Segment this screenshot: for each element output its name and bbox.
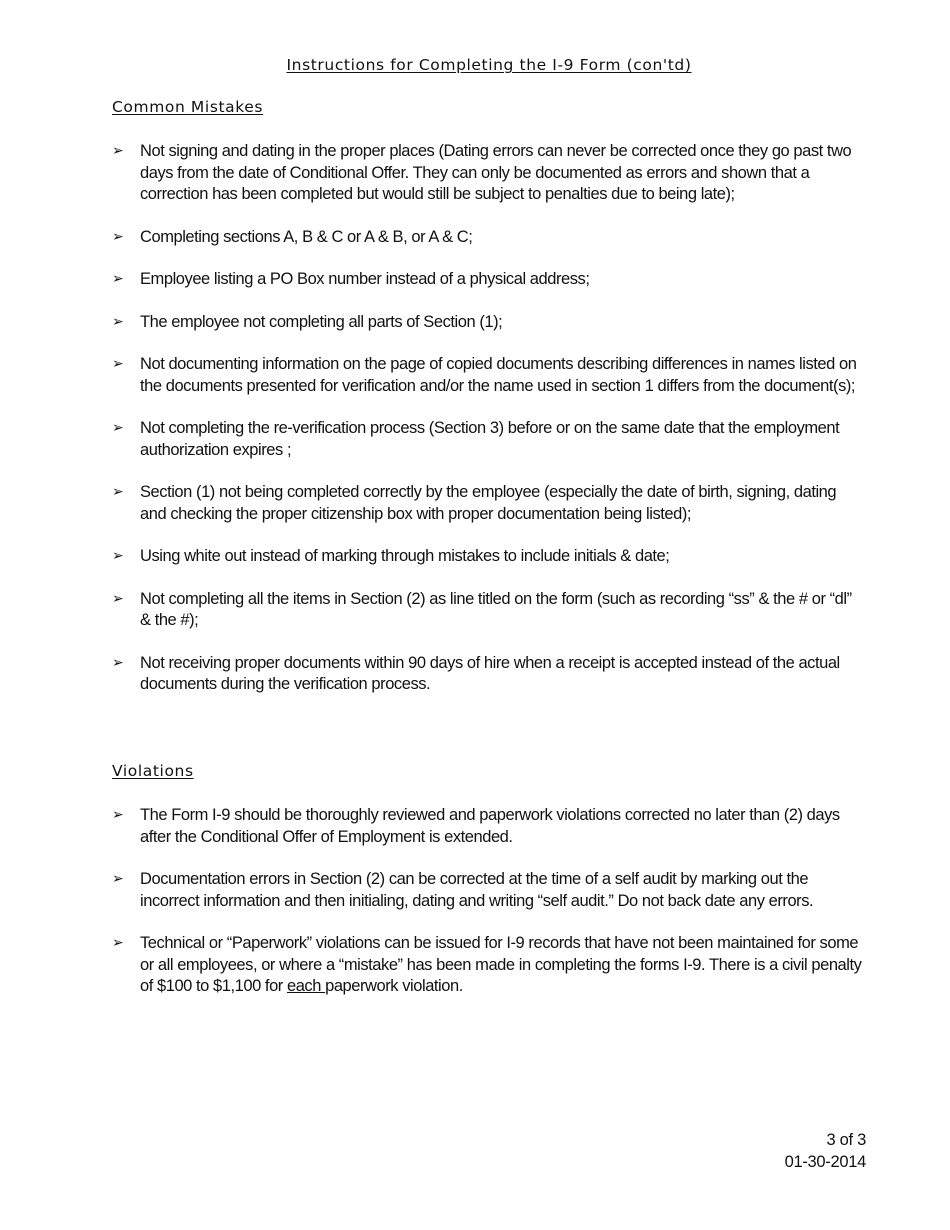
list-item: ➢ Documentation errors in Section (2) can be corrected at the time of a self audit by marking out the incorrect information and then initialing, dating and writing “self audit.” Do not back date any errors. [112, 870, 814, 910]
emphasis-each: each [286, 977, 326, 995]
arrow-bullet-icon: ➢ [112, 590, 124, 607]
section-heading-violations: Violations [112, 762, 194, 780]
arrow-bullet-icon: ➢ [112, 143, 124, 159]
page-title: Instructions for Completing the I-9 Form (con'td) [286, 56, 692, 74]
arrow-bullet-icon: ➢ [112, 271, 124, 287]
page-footer [785, 1130, 866, 1173]
list-item: ➢ The Form I-9 should be thoroughly reviewed and paperwork violations corrected no later than (2) days after the Conditional Offer of Employment is extended. [112, 806, 840, 846]
section-heading-common-mistakes: Common Mistakes [112, 98, 264, 116]
arrow-bullet-icon: ➢ [112, 548, 124, 564]
list-item: ➢ Using white out instead of marking through mistakes to include initials & date; [112, 546, 862, 568]
list-item: ➢ Completing sections A, B & C or A & B, or A & C; [112, 227, 862, 249]
list-item: ➢ The employee not completing all parts of Section (1); [112, 312, 862, 334]
list-item: ➢ Not completing all the items in Section (2) as line titled on the form (such as recording “ss” & the # or “dl” & the #); [112, 589, 852, 629]
arrow-bullet-icon: ➢ [112, 807, 124, 823]
common-mistakes-list [112, 141, 862, 717]
list-item: ➢ Employee listing a PO Box number instead of a physical address; [112, 269, 862, 291]
arrow-bullet-icon: ➢ [112, 356, 124, 372]
page-number: 3 of 3 [826, 1131, 866, 1149]
revision-date: 01-30-2014 [784, 1152, 866, 1171]
arrow-bullet-icon: ➢ [112, 935, 124, 951]
list-item: ➢ Technical or “Paperwork” violations can be issued for I-9 records that have not been maintained for some or all employees, or where a “mistake” has been made in completing the forms I-9. There is a civil penalty of $100 to $1,100 for each paperwork violation. [112, 934, 862, 995]
list-item: ➢ Not documenting information on the page of copied documents describing differences in names listed on the documents presented for verification and/or the name used in section 1 differs from the document(s); [112, 355, 857, 395]
arrow-bullet-icon: ➢ [112, 871, 124, 887]
arrow-bullet-icon: ➢ [112, 484, 124, 500]
list-item: ➢ Section (1) not being completed correctly by the employee (especially the date of birth, signing, dating and checking the proper citizenship box with proper documentation being listed); [112, 483, 837, 523]
list-item: ➢ Not receiving proper documents within 90 days of hire when a receipt is accepted instead of the actual documents during the verification process. [112, 653, 840, 693]
list-item: ➢ Not signing and dating in the proper places (Dating errors can never be corrected once they go past two days from the date of Conditional Offer. They can only be documented as errors and shown that a correction has been completed but would still be subject to penalties due to being late); [112, 142, 852, 203]
arrow-bullet-icon: ➢ [112, 313, 124, 330]
arrow-bullet-icon: ➢ [112, 420, 124, 436]
violations-list [112, 805, 862, 1019]
arrow-bullet-icon: ➢ [112, 654, 124, 671]
list-item: ➢ Not completing the re-verification process (Section 3) before or on the same date that the employment authorization expires ; [112, 419, 840, 459]
arrow-bullet-icon: ➢ [112, 228, 124, 245]
